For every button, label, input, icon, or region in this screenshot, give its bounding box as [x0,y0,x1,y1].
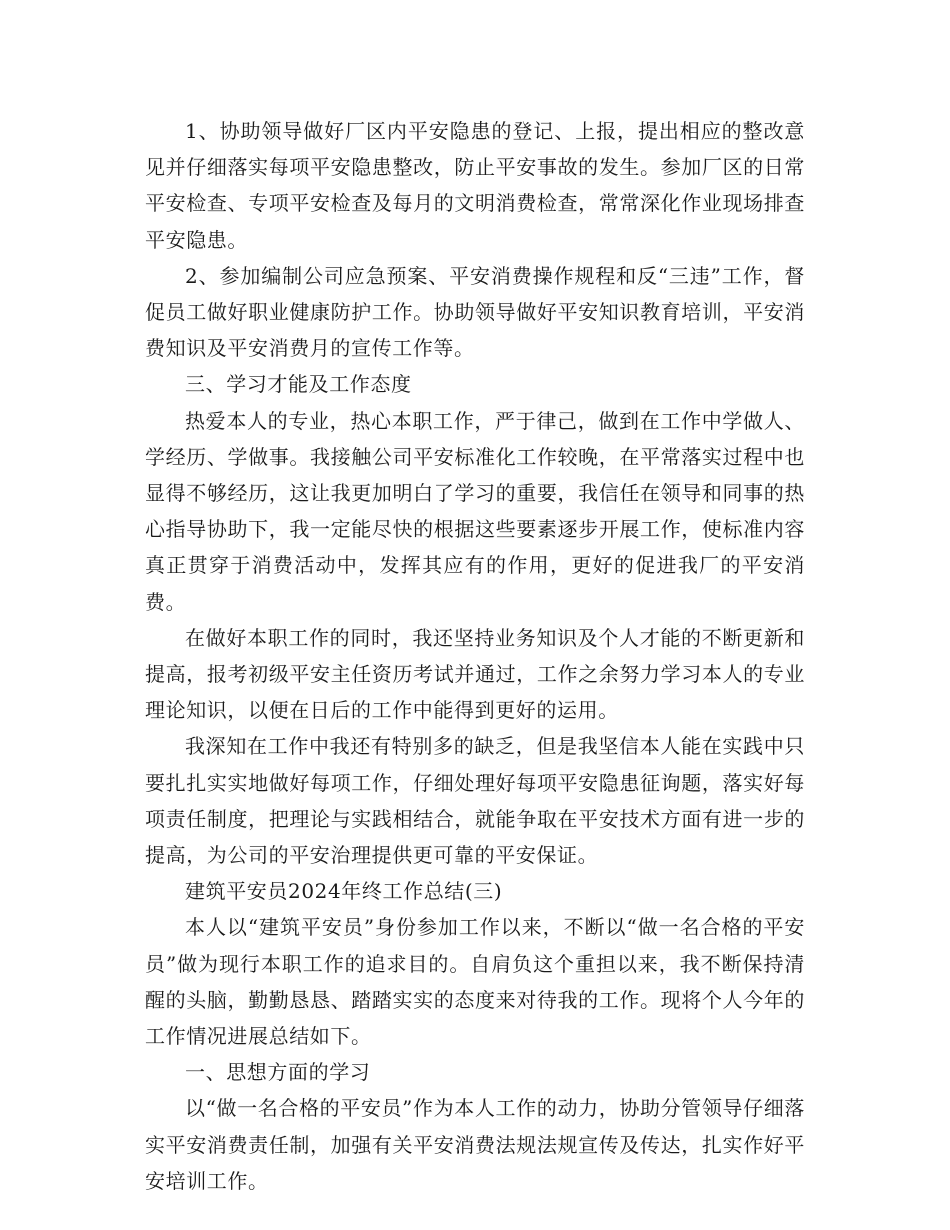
paragraph-professional-attitude: 热爱本人的专业，热心本职工作，严于律己，做到在工作中学做人、学经历、学做事。我接触公司平安标准化工作较晚，在平常落实过程中也显得不够经历，这让我更加明白了学习的重要，我信任在领导和同事的热心指导协助下，我一定能尽快的根据这些要素逐步开展工作，使标准内容真正贯穿于消费活动中，发挥其应有的作用，更好的促进我厂的平安消费。 [145,408,805,614]
paragraph-continuous-improvement: 在做好本职工作的同时，我还坚持业务知识及个人才能的不断更新和提高，报考初级平安主任资历考试并通过，工作之余努力学习本人的专业理论知识，以便在日后的工作中能得到更好的运用。 [145,625,805,723]
paragraph-shortcomings: 我深知在工作中我还有特别多的缺乏，但是我坚信本人能在实践中只要扎扎实实地做好每项工作，仔细处理好每项平安隐患征询题，落实好每项责任制度，把理论与实践相结合，就能争取在平安技术方面有进一步的提高，为公司的平安治理提供更可靠的平安保证。 [145,734,805,868]
section-heading-ideological-study: 一、思想方面的学习 [185,1060,371,1085]
document-subtitle: 建筑平安员2024年终工作总结(三) [185,879,503,904]
paragraph-introduction: 本人以“建筑平安员”身份参加工作以来，不断以“做一名合格的平安员”做为现行本职工作的追求目的。自肩负这个重担以来，我不断保持清醒的头脑，勤勤恳恳、踏踏实实的态度来对待我的工作。现将个人今年的工作情况进展总结如下。 [145,915,805,1049]
paragraph-emergency-plan: 2、参加编制公司应急预案、平安消费操作规程和反“三违”工作，督促员工做好职业健康防护工作。协助领导做好平安知识教育培训，平安消费知识及平安消费月的宣传工作等。 [145,263,805,361]
paragraph-hazard-registration: 1、协助领导做好厂区内平安隐患的登记、上报，提出相应的整改意见并仔细落实每项平安隐患整改，防止平安事故的发生。参加厂区的日常平安检查、专项平安检查及每月的文明消费检查，常常深化作业现场排查平安隐患。 [145,119,805,252]
paragraph-motivation: 以“做一名合格的平安员”作为本人工作的动力，协助分管领导仔细落实平安消费责任制，加强有关平安消费法规法规宣传及传达，扎实作好平安培训工作。 [145,1096,805,1193]
document-body [145,113,805,1199]
section-heading-learning-attitude: 三、学习才能及工作态度 [185,372,412,397]
